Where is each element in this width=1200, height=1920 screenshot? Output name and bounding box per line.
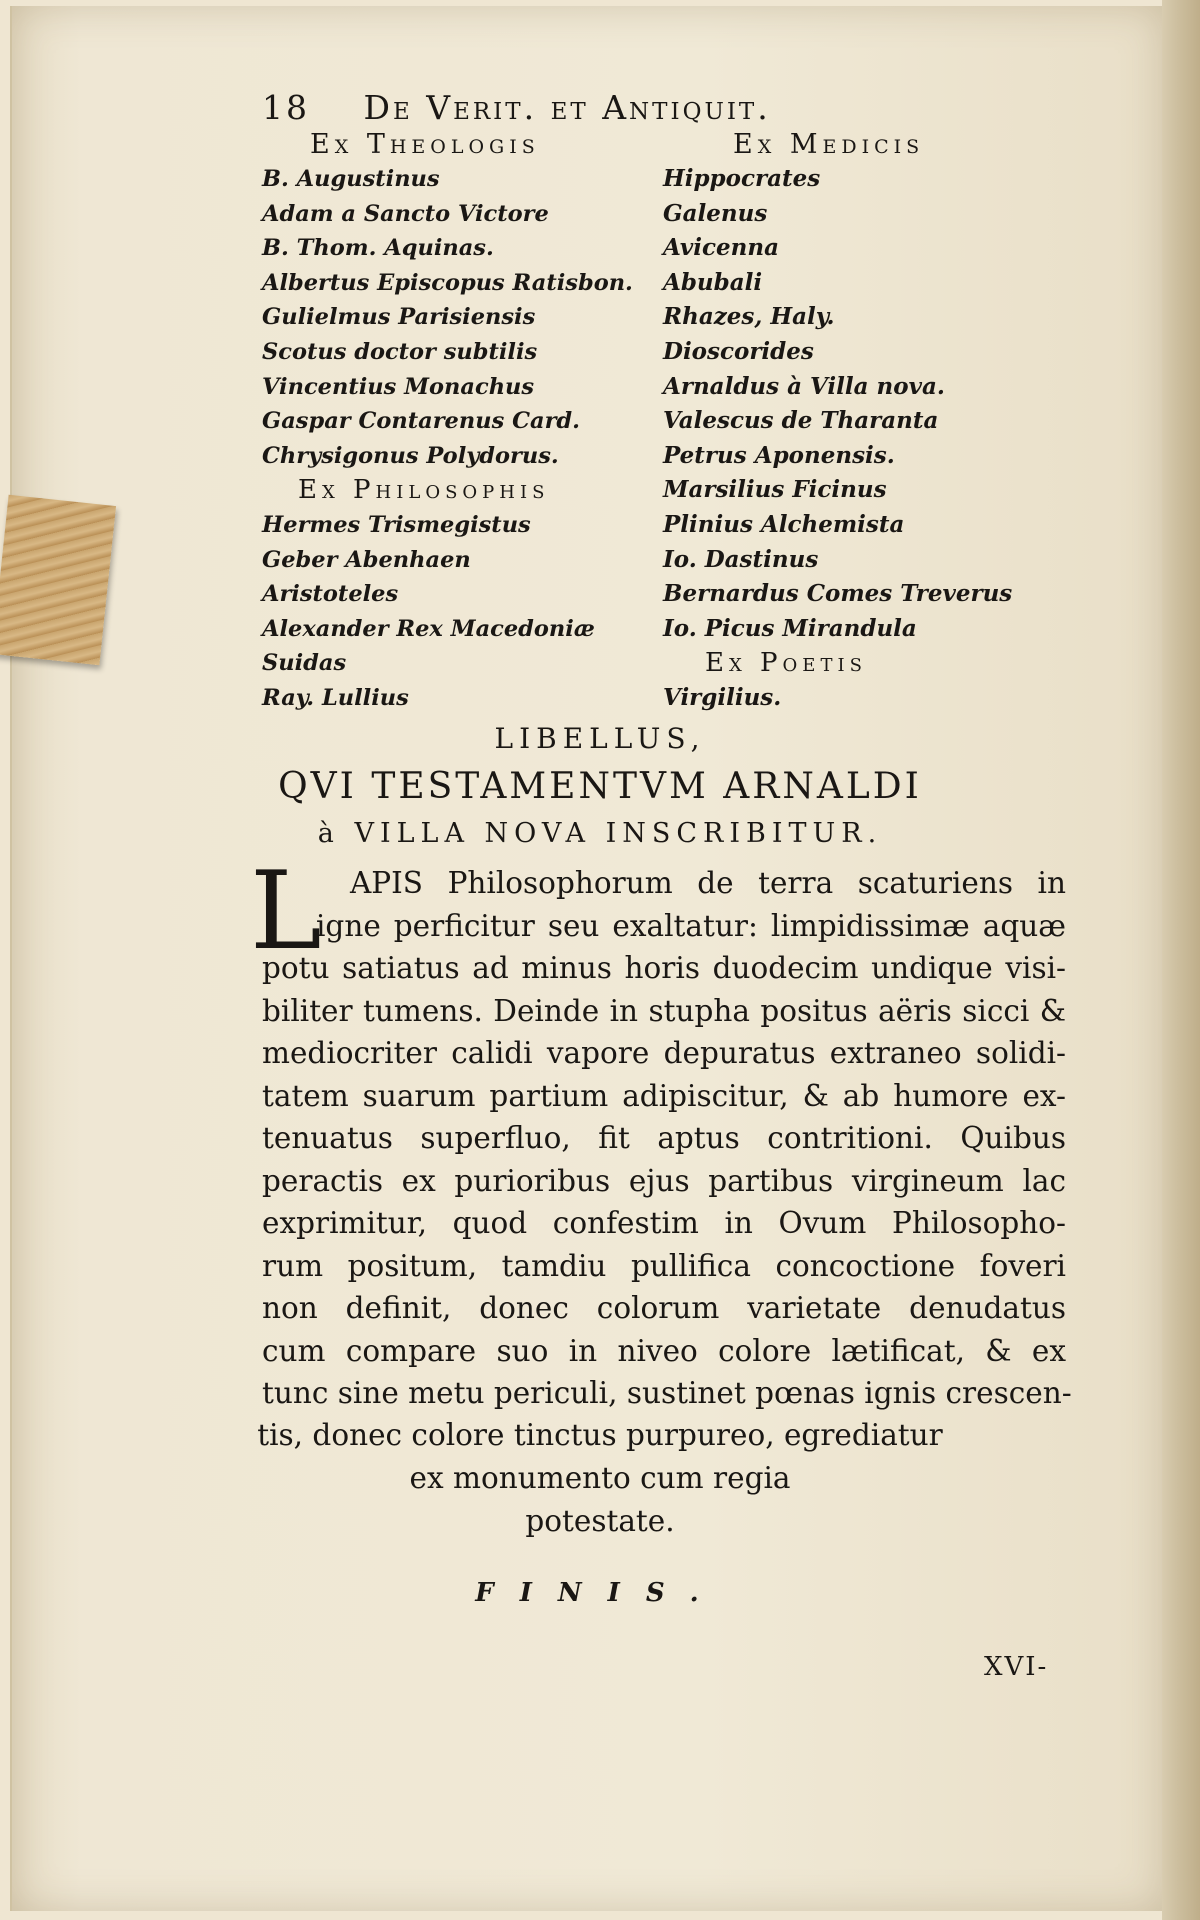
list-item: Adam a Sancto Victore (262, 200, 549, 227)
running-title: De Verit. et Antiquit. (363, 88, 771, 127)
list-item: B. Augustinus (262, 166, 440, 192)
list-item: Suidas (262, 650, 347, 677)
list-item: Chrysigonus Polydorus. (262, 442, 559, 469)
paper-tab (0, 495, 116, 665)
list-item: Dioscorides (663, 337, 814, 365)
left-column (262, 128, 662, 716)
list-item: B. Thom. Aquinas. (262, 235, 494, 262)
tail-line: ex monumento cum regia (409, 1461, 791, 1495)
catchword: XVI- (984, 1652, 1049, 1682)
text-line: tatem suarum partium adipiscitur, & ab humore ex- (262, 1078, 1066, 1113)
drop-cap: L (250, 849, 322, 974)
theologians-heading: Ex Theologis (310, 129, 540, 160)
list-item: Rhazes, Haly. (663, 303, 835, 331)
finis: FINIS. (475, 1578, 725, 1608)
text-line: igne perficitur seu exaltatur: limpidissimæ aquæ (316, 908, 1066, 943)
poets-heading: Ex Poetis (705, 648, 867, 679)
text-line: potu satiatus ad minus horis duodecim undique visi- (262, 951, 1066, 985)
tail-line: potestate. (525, 1504, 675, 1538)
list-item: Ray. Lullius (262, 684, 409, 711)
section-label: LIBELLUS, (494, 722, 706, 755)
list-item: Alexander Rex Macedoniæ (262, 615, 595, 642)
text-line: cum compare suo in niveo colore lætificat, & ex (262, 1333, 1066, 1368)
list-item: Vincentius Monachus (262, 373, 535, 400)
text-line: APIS Philosophorum de terra scaturiens in (350, 866, 1066, 900)
section-subtitle: à VILLA NOVA INSCRIBITUR. (317, 818, 883, 849)
right-column (663, 128, 1063, 716)
list-item: Geber Abenhaen (262, 546, 471, 573)
text-line: biliter tumens. Deinde in stupha positus aëris sicci & (262, 993, 1066, 1028)
page-edge (1162, 0, 1200, 1920)
text-line: peractis ex purioribus ejus partibus virgineum lac (262, 1163, 1066, 1198)
list-item: Valescus de Tharanta (663, 407, 939, 435)
list-item: Aristoteles (262, 581, 399, 608)
list-item: Galenus (663, 199, 768, 227)
list-item: Arnaldus à Villa nova. (663, 372, 945, 400)
section-title: QVI TESTAMENTVM ARNALDI (278, 766, 922, 807)
list-item: Albertus Episcopus Ratisbon. (262, 269, 633, 296)
list-item: Avicenna (663, 234, 779, 262)
list-item: Petrus Aponensis. (663, 441, 895, 469)
list-item: Virgilius. (663, 683, 782, 711)
text-line: non definit, donec colorum varietate denudatus (262, 1291, 1066, 1325)
list-item: Hermes Trismegistus (262, 511, 531, 538)
text-line: mediocriter calidi vapore depuratus extraneo solidi- (262, 1036, 1066, 1070)
text-line: rum positum, tamdiu pullifica concoctione foveri (262, 1248, 1066, 1283)
philosophers-heading: Ex Philosophis (298, 475, 550, 506)
running-head (262, 88, 962, 127)
text-line: exprimitur, quod confestim in Ovum Philosopho- (262, 1206, 1066, 1240)
list-item: Abubali (663, 268, 763, 296)
list-item: Hippocrates (663, 165, 821, 192)
text-line: tenuatus superfluo, fit aptus contritioni. Quibus (262, 1121, 1066, 1155)
list-item: Scotus doctor subtilis (262, 338, 538, 365)
list-item: Marsilius Ficinus (663, 476, 887, 504)
physicians-heading: Ex Medicis (733, 129, 925, 160)
list-item: Plinius Alchemista (663, 510, 905, 538)
list-item: Io. Dastinus (663, 545, 819, 573)
text-line: tunc sine metu periculi, sustinet pœnas ignis crescen- (262, 1376, 1072, 1410)
list-item: Bernardus Comes Treverus (663, 580, 1013, 608)
tail-line: tis, donec colore tinctus purpureo, egrediatur (257, 1418, 943, 1452)
page-number: 18 (262, 88, 310, 127)
list-item: Gulielmus Parisiensis (262, 304, 536, 331)
list-item: Gaspar Contarenus Card. (262, 408, 580, 435)
list-item: Io. Picus Mirandula (663, 614, 917, 642)
body-paragraph (262, 862, 1072, 1415)
